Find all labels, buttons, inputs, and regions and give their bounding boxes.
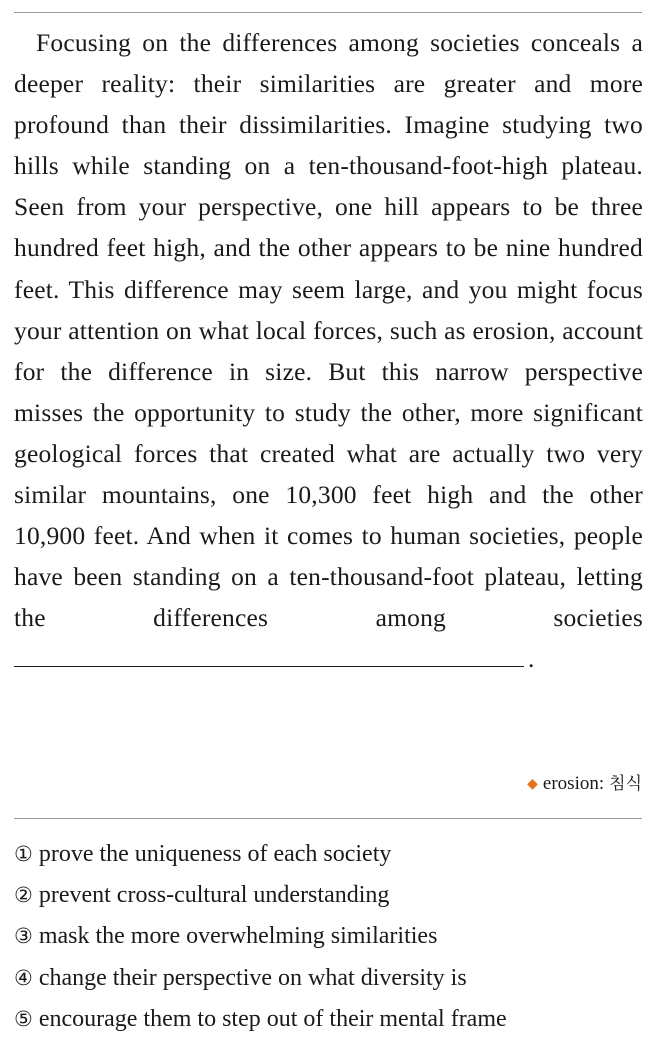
option-number: ⑤ [14, 1006, 33, 1031]
top-divider [14, 12, 642, 13]
answer-option-2[interactable] [14, 875, 643, 916]
option-number: ① [14, 842, 33, 866]
answer-option-4[interactable] [14, 958, 643, 999]
option-text: mask the more overwhelming similarities [38, 923, 438, 950]
options-divider [14, 818, 642, 819]
option-text: change their perspective on what diversity is [38, 964, 467, 991]
answer-option-1[interactable] [14, 834, 643, 875]
option-number: ④ [14, 965, 33, 990]
footnote-gloss: 침식 [609, 774, 642, 794]
passage-end-punctuation: . [528, 644, 535, 674]
option-number: ③ [14, 924, 33, 949]
diamond-bullet-icon: ◆ [527, 776, 538, 792]
answer-option-5[interactable] [14, 999, 643, 1040]
answer-blank [14, 638, 524, 667]
option-text: encourage them to step out of their mental frame [38, 1005, 507, 1032]
option-text: prove the uniqueness of each society [38, 841, 392, 867]
passage [14, 22, 643, 680]
footnote [527, 771, 642, 797]
answer-option-3[interactable] [14, 916, 643, 957]
passage-text: Focusing on the differences among societies conceals a deeper reality: their similarities are greater and more profound than their dissimilarities. Imagine studying two hills while standing on a ten-thousand-foot-high plateau. Seen from your perspective, one hill appears to be three hundred feet high, and the other appears to be nine hundred feet. This difference may seem large, and you might focus your attention on what local forces, such as erosion, account for the difference in size. But this narrow perspective misses the opportunity to study the other, more significant geological forces that created what are actually two very similar mountains, one 10,300 feet high and the other 10,900 feet. And when it comes to human societies, people have been standing on a ten-thousand-foot plateau, letting the differences among societies [14, 28, 643, 633]
option-text: prevent cross-cultural understanding [38, 882, 390, 909]
option-number: ② [14, 883, 33, 908]
footnote-term: erosion: [542, 773, 605, 794]
answer-options [14, 834, 643, 1040]
